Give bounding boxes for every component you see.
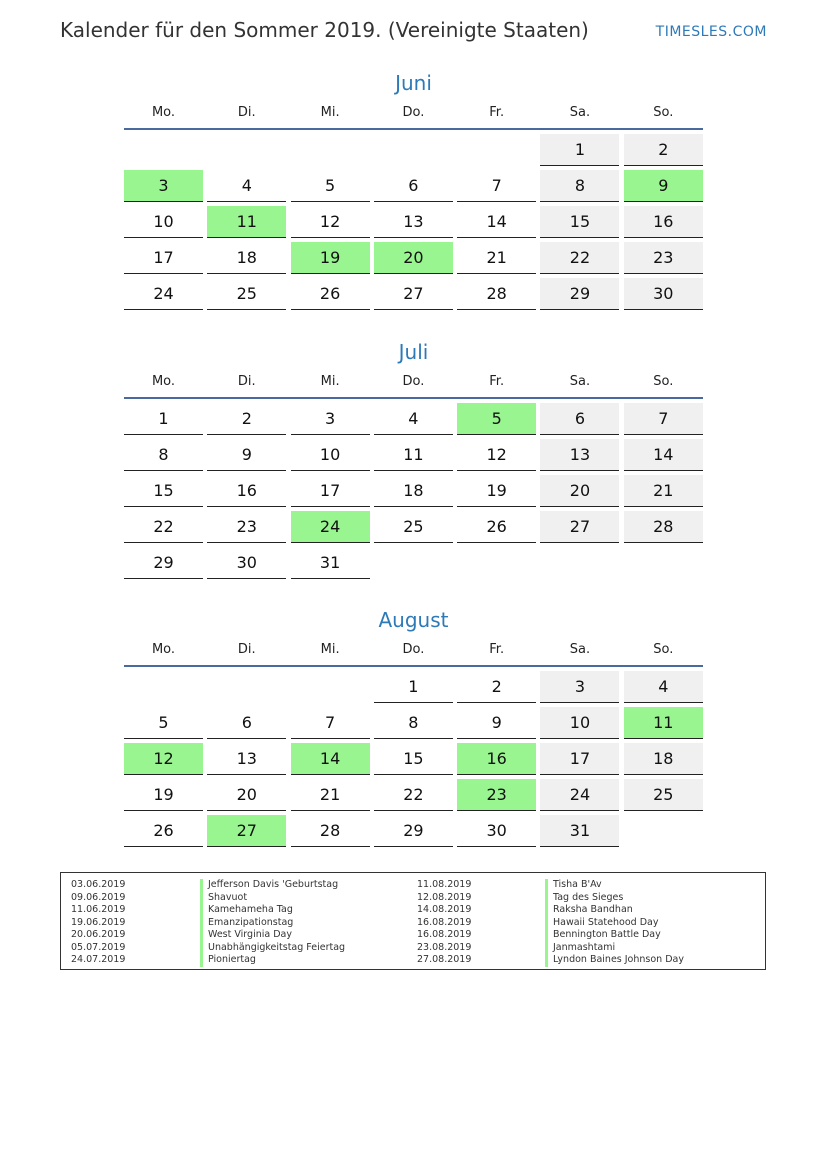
legend-date: 24.07.2019 [71, 954, 126, 965]
weekday-label: Mo. [151, 105, 176, 120]
day-cell: 3 [540, 671, 619, 703]
weekday-header [124, 98, 703, 128]
legend-date: 03.06.2019 [71, 879, 126, 890]
weekday-label: Mi. [320, 105, 340, 120]
day-cell: 20 [540, 475, 619, 507]
day-cell: 31 [540, 815, 619, 847]
day-cell: 2 [207, 403, 286, 435]
legend-date: 11.08.2019 [417, 879, 472, 890]
weekday-label: So. [653, 374, 674, 389]
day-cell: 1 [540, 134, 619, 166]
weekday-label: Sa. [569, 642, 591, 657]
legend-holiday-name: Janmashtami [545, 942, 684, 955]
day-cell: 22 [124, 511, 203, 543]
legend-holiday-name: Raksha Bandhan [545, 904, 684, 917]
day-cell: 15 [124, 475, 203, 507]
day-grid [124, 134, 703, 310]
day-cell: 10 [291, 439, 370, 471]
day-cell: 7 [457, 170, 536, 202]
weekday-label: Do. [402, 105, 425, 120]
day-cell-holiday: 24 [291, 511, 370, 543]
day-cell: 13 [374, 206, 453, 238]
legend-holiday-name: Shavuot [200, 892, 345, 905]
day-cell: 3 [291, 403, 370, 435]
day-cell: 15 [540, 206, 619, 238]
legend-date: 11.06.2019 [71, 904, 126, 915]
weekday-label: So. [653, 642, 674, 657]
day-cell: 9 [457, 707, 536, 739]
legend-date: 16.08.2019 [417, 929, 472, 940]
day-cell-holiday: 27 [207, 815, 286, 847]
day-cell: 12 [457, 439, 536, 471]
day-cell: 4 [207, 170, 286, 202]
legend-holiday-name: Pioniertag [200, 954, 345, 967]
empty-cell [207, 671, 286, 703]
legend-names-right [545, 879, 684, 967]
month-july [124, 337, 703, 579]
day-cell-holiday: 9 [624, 170, 703, 202]
weekday-label: Fr. [489, 642, 505, 657]
day-cell: 10 [540, 707, 619, 739]
day-cell: 27 [374, 278, 453, 310]
day-cell: 28 [624, 511, 703, 543]
day-cell-holiday: 16 [457, 743, 536, 775]
legend-holiday-name: West Virginia Day [200, 929, 345, 942]
weekday-label: Sa. [569, 374, 591, 389]
day-cell: 12 [291, 206, 370, 238]
weekday-label: Do. [402, 642, 425, 657]
day-cell: 26 [291, 278, 370, 310]
weekday-label: Mi. [320, 642, 340, 657]
month-rule [124, 397, 703, 399]
legend-date: 09.06.2019 [71, 891, 126, 903]
day-cell: 6 [540, 403, 619, 435]
day-cell: 30 [624, 278, 703, 310]
day-cell: 14 [624, 439, 703, 471]
legend-dates-right [417, 879, 471, 967]
month-title: Juli [398, 340, 429, 364]
day-cell: 29 [540, 278, 619, 310]
weekday-label: Di. [237, 374, 256, 389]
day-cell: 2 [624, 134, 703, 166]
day-cell: 26 [457, 511, 536, 543]
legend-date: 12.08.2019 [417, 891, 472, 903]
empty-cell [124, 134, 203, 166]
day-cell: 18 [624, 743, 703, 775]
weekday-label: Mo. [151, 642, 176, 657]
legend-holiday-name: Unabhängigkeitstag Feiertag [200, 942, 345, 955]
day-cell: 23 [207, 511, 286, 543]
day-cell: 25 [624, 779, 703, 811]
month-title: August [378, 608, 449, 632]
day-cell-holiday: 20 [374, 242, 453, 274]
day-cell: 30 [457, 815, 536, 847]
day-cell: 31 [291, 547, 370, 579]
day-cell: 28 [291, 815, 370, 847]
day-grid [124, 403, 703, 579]
day-cell: 27 [540, 511, 619, 543]
legend-date: 20.06.2019 [71, 929, 126, 940]
legend-dates-left [71, 879, 125, 967]
day-cell: 5 [124, 707, 203, 739]
month-june [124, 68, 703, 310]
day-cell: 21 [291, 779, 370, 811]
weekday-header [124, 635, 703, 665]
day-cell: 4 [624, 671, 703, 703]
brand-link[interactable]: TIMESLES.COM [655, 24, 767, 40]
day-cell: 25 [207, 278, 286, 310]
legend-holiday-name: Lyndon Baines Johnson Day [545, 954, 684, 967]
weekday-label: Do. [402, 374, 425, 389]
day-cell-holiday: 19 [291, 242, 370, 274]
day-cell: 1 [124, 403, 203, 435]
day-cell-holiday: 5 [457, 403, 536, 435]
day-cell: 21 [457, 242, 536, 274]
legend-holiday-name: Kamehameha Tag [200, 904, 345, 917]
day-grid [124, 671, 703, 847]
day-cell: 6 [207, 707, 286, 739]
legend-date: 27.08.2019 [417, 954, 472, 965]
legend-date: 19.06.2019 [71, 916, 126, 928]
month-rule [124, 665, 703, 667]
day-cell-holiday: 12 [124, 743, 203, 775]
day-cell: 26 [124, 815, 203, 847]
day-cell: 22 [540, 242, 619, 274]
legend-date: 05.07.2019 [71, 941, 126, 953]
day-cell: 4 [374, 403, 453, 435]
day-cell: 15 [374, 743, 453, 775]
day-cell: 20 [207, 779, 286, 811]
month-rule [124, 128, 703, 130]
day-cell-holiday: 3 [124, 170, 203, 202]
legend-date: 16.08.2019 [417, 916, 472, 928]
legend-names-left [200, 879, 345, 967]
day-cell: 19 [124, 779, 203, 811]
day-cell: 6 [374, 170, 453, 202]
day-cell-holiday: 11 [207, 206, 286, 238]
holiday-legend [60, 872, 766, 970]
day-cell: 13 [207, 743, 286, 775]
day-cell: 5 [291, 170, 370, 202]
day-cell: 17 [124, 242, 203, 274]
day-cell: 23 [624, 242, 703, 274]
day-cell: 30 [207, 547, 286, 579]
day-cell: 16 [624, 206, 703, 238]
weekday-label: Fr. [489, 374, 505, 389]
page-title: Kalender für den Sommer 2019. (Vereinigte Staaten) [60, 18, 589, 42]
empty-cell [291, 671, 370, 703]
day-cell: 2 [457, 671, 536, 703]
day-cell: 13 [540, 439, 619, 471]
weekday-header [124, 367, 703, 397]
day-cell: 22 [374, 779, 453, 811]
weekday-label: Di. [237, 642, 256, 657]
day-cell: 16 [207, 475, 286, 507]
month-title: Juni [395, 71, 432, 95]
day-cell: 1 [374, 671, 453, 703]
day-cell: 29 [124, 547, 203, 579]
weekday-label: Mo. [151, 374, 176, 389]
legend-holiday-name: Hawaii Statehood Day [545, 917, 684, 930]
empty-cell [207, 134, 286, 166]
day-cell: 8 [374, 707, 453, 739]
weekday-label: Fr. [489, 105, 505, 120]
day-cell: 28 [457, 278, 536, 310]
day-cell: 24 [124, 278, 203, 310]
day-cell: 19 [457, 475, 536, 507]
day-cell: 8 [124, 439, 203, 471]
empty-cell [374, 134, 453, 166]
empty-cell [457, 134, 536, 166]
day-cell: 8 [540, 170, 619, 202]
day-cell: 18 [207, 242, 286, 274]
legend-holiday-name: Emanzipationstag [200, 917, 345, 930]
legend-holiday-name: Jefferson Davis 'Geburtstag [200, 879, 345, 892]
weekday-label: Mi. [320, 374, 340, 389]
empty-cell [124, 671, 203, 703]
day-cell: 11 [374, 439, 453, 471]
legend-holiday-name: Tag des Sieges [545, 892, 684, 905]
day-cell: 7 [291, 707, 370, 739]
weekday-label: Sa. [569, 105, 591, 120]
legend-date: 14.08.2019 [417, 904, 472, 915]
day-cell-holiday: 11 [624, 707, 703, 739]
day-cell: 25 [374, 511, 453, 543]
legend-holiday-name: Bennington Battle Day [545, 929, 684, 942]
day-cell: 29 [374, 815, 453, 847]
day-cell: 7 [624, 403, 703, 435]
day-cell: 14 [457, 206, 536, 238]
day-cell: 18 [374, 475, 453, 507]
day-cell: 17 [291, 475, 370, 507]
day-cell: 24 [540, 779, 619, 811]
weekday-label: So. [653, 105, 674, 120]
day-cell: 9 [207, 439, 286, 471]
empty-cell [291, 134, 370, 166]
day-cell: 21 [624, 475, 703, 507]
day-cell-holiday: 23 [457, 779, 536, 811]
day-cell: 17 [540, 743, 619, 775]
month-august [124, 605, 703, 847]
day-cell: 10 [124, 206, 203, 238]
weekday-label: Di. [237, 105, 256, 120]
day-cell-holiday: 14 [291, 743, 370, 775]
legend-date: 23.08.2019 [417, 941, 472, 953]
legend-holiday-name: Tisha B'Av [545, 879, 684, 892]
